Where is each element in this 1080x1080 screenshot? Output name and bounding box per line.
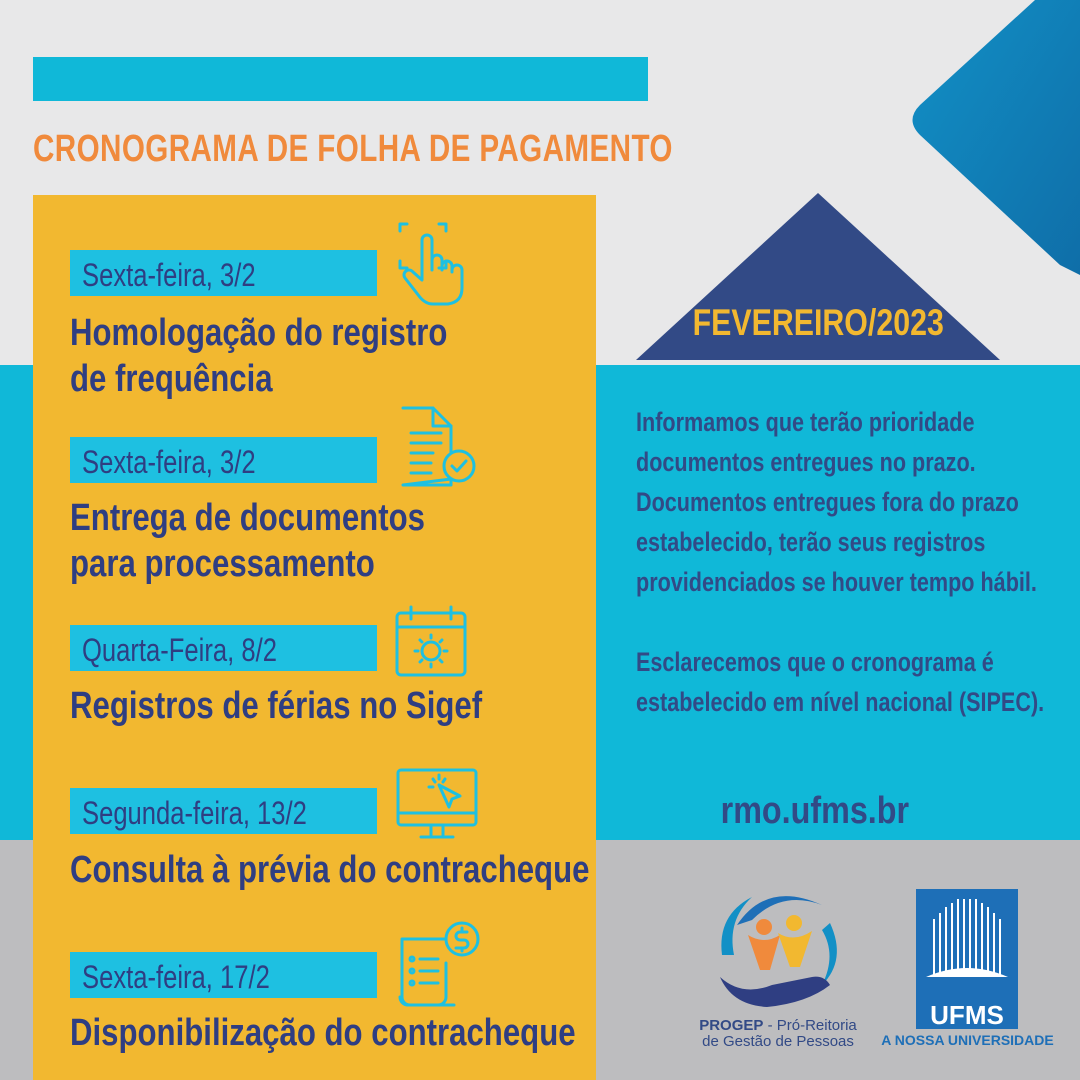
schedule-title-line: Registros de férias no Sigef (70, 685, 483, 727)
schedule-date-box (70, 788, 377, 834)
schedule-panel (33, 195, 596, 1080)
schedule-date: Quarta-Feira, 8/2 (82, 632, 277, 668)
progep-caption: PROGEP - Pró-Reitoria de Gestão de Pessoas (699, 1017, 857, 1050)
receipt-dollar-icon (388, 917, 488, 1017)
progep-logo (712, 885, 847, 1015)
schedule-item-title (70, 495, 425, 587)
calendar-sun-icon (391, 603, 471, 683)
top-accent-bar (33, 57, 648, 101)
info-text (636, 402, 1052, 722)
schedule-title-line: Homologação do registro (70, 312, 448, 354)
schedule-title-line: para processamento (70, 543, 375, 585)
schedule-title-line: Consulta à prévia do contracheque (70, 849, 590, 891)
info-paragraph (636, 642, 1052, 722)
ufms-building-icon (916, 889, 1018, 999)
schedule-date: Sexta-feira, 3/2 (82, 257, 256, 293)
schedule-title-line: Disponibilização do contracheque (70, 1012, 576, 1054)
schedule-item-title (70, 310, 447, 402)
info-line: estabelecido em nível nacional (SIPEC). (636, 687, 1045, 717)
schedule-date: Sexta-feira, 3/2 (82, 444, 256, 480)
touch-hand-icon (395, 220, 475, 310)
schedule-date: Sexta-feira, 17/2 (82, 959, 270, 995)
info-line: Esclarecemos que o cronograma é (636, 647, 994, 677)
info-paragraph (636, 402, 1052, 602)
schedule-date-box (70, 952, 377, 998)
ufms-tagline: A NOSSA UNIVERSIDADE (881, 1032, 1054, 1048)
info-line: providenciados se houver tempo hábil. (636, 567, 1037, 597)
schedule-date-box (70, 250, 377, 296)
info-line: estabelecido, terão seus registros (636, 527, 986, 557)
schedule-title-line: Entrega de documentos (70, 497, 425, 539)
schedule-item-title (70, 683, 482, 729)
schedule-item-title (70, 1010, 576, 1056)
month-label: FEVEREIRO/2023 (692, 302, 944, 343)
schedule-date: Segunda-feira, 13/2 (82, 795, 307, 831)
schedule-item-title (70, 847, 589, 893)
info-line: Documentos entregues fora do prazo (636, 487, 1019, 517)
monitor-cursor-icon (393, 765, 483, 845)
info-line: Informamos que terão prioridade (636, 407, 975, 437)
schedule-date-box (70, 625, 377, 671)
schedule-title-line: de frequência (70, 358, 273, 400)
ufms-name: UFMS (930, 1000, 1004, 1030)
schedule-date-box (70, 437, 377, 483)
page-title: CRONOGRAMA DE FOLHA DE PAGAMENTO (33, 128, 673, 170)
website-link[interactable]: rmo.ufms.br (720, 790, 910, 832)
document-check-icon (393, 403, 483, 493)
info-line: documentos entregues no prazo. (636, 447, 976, 477)
